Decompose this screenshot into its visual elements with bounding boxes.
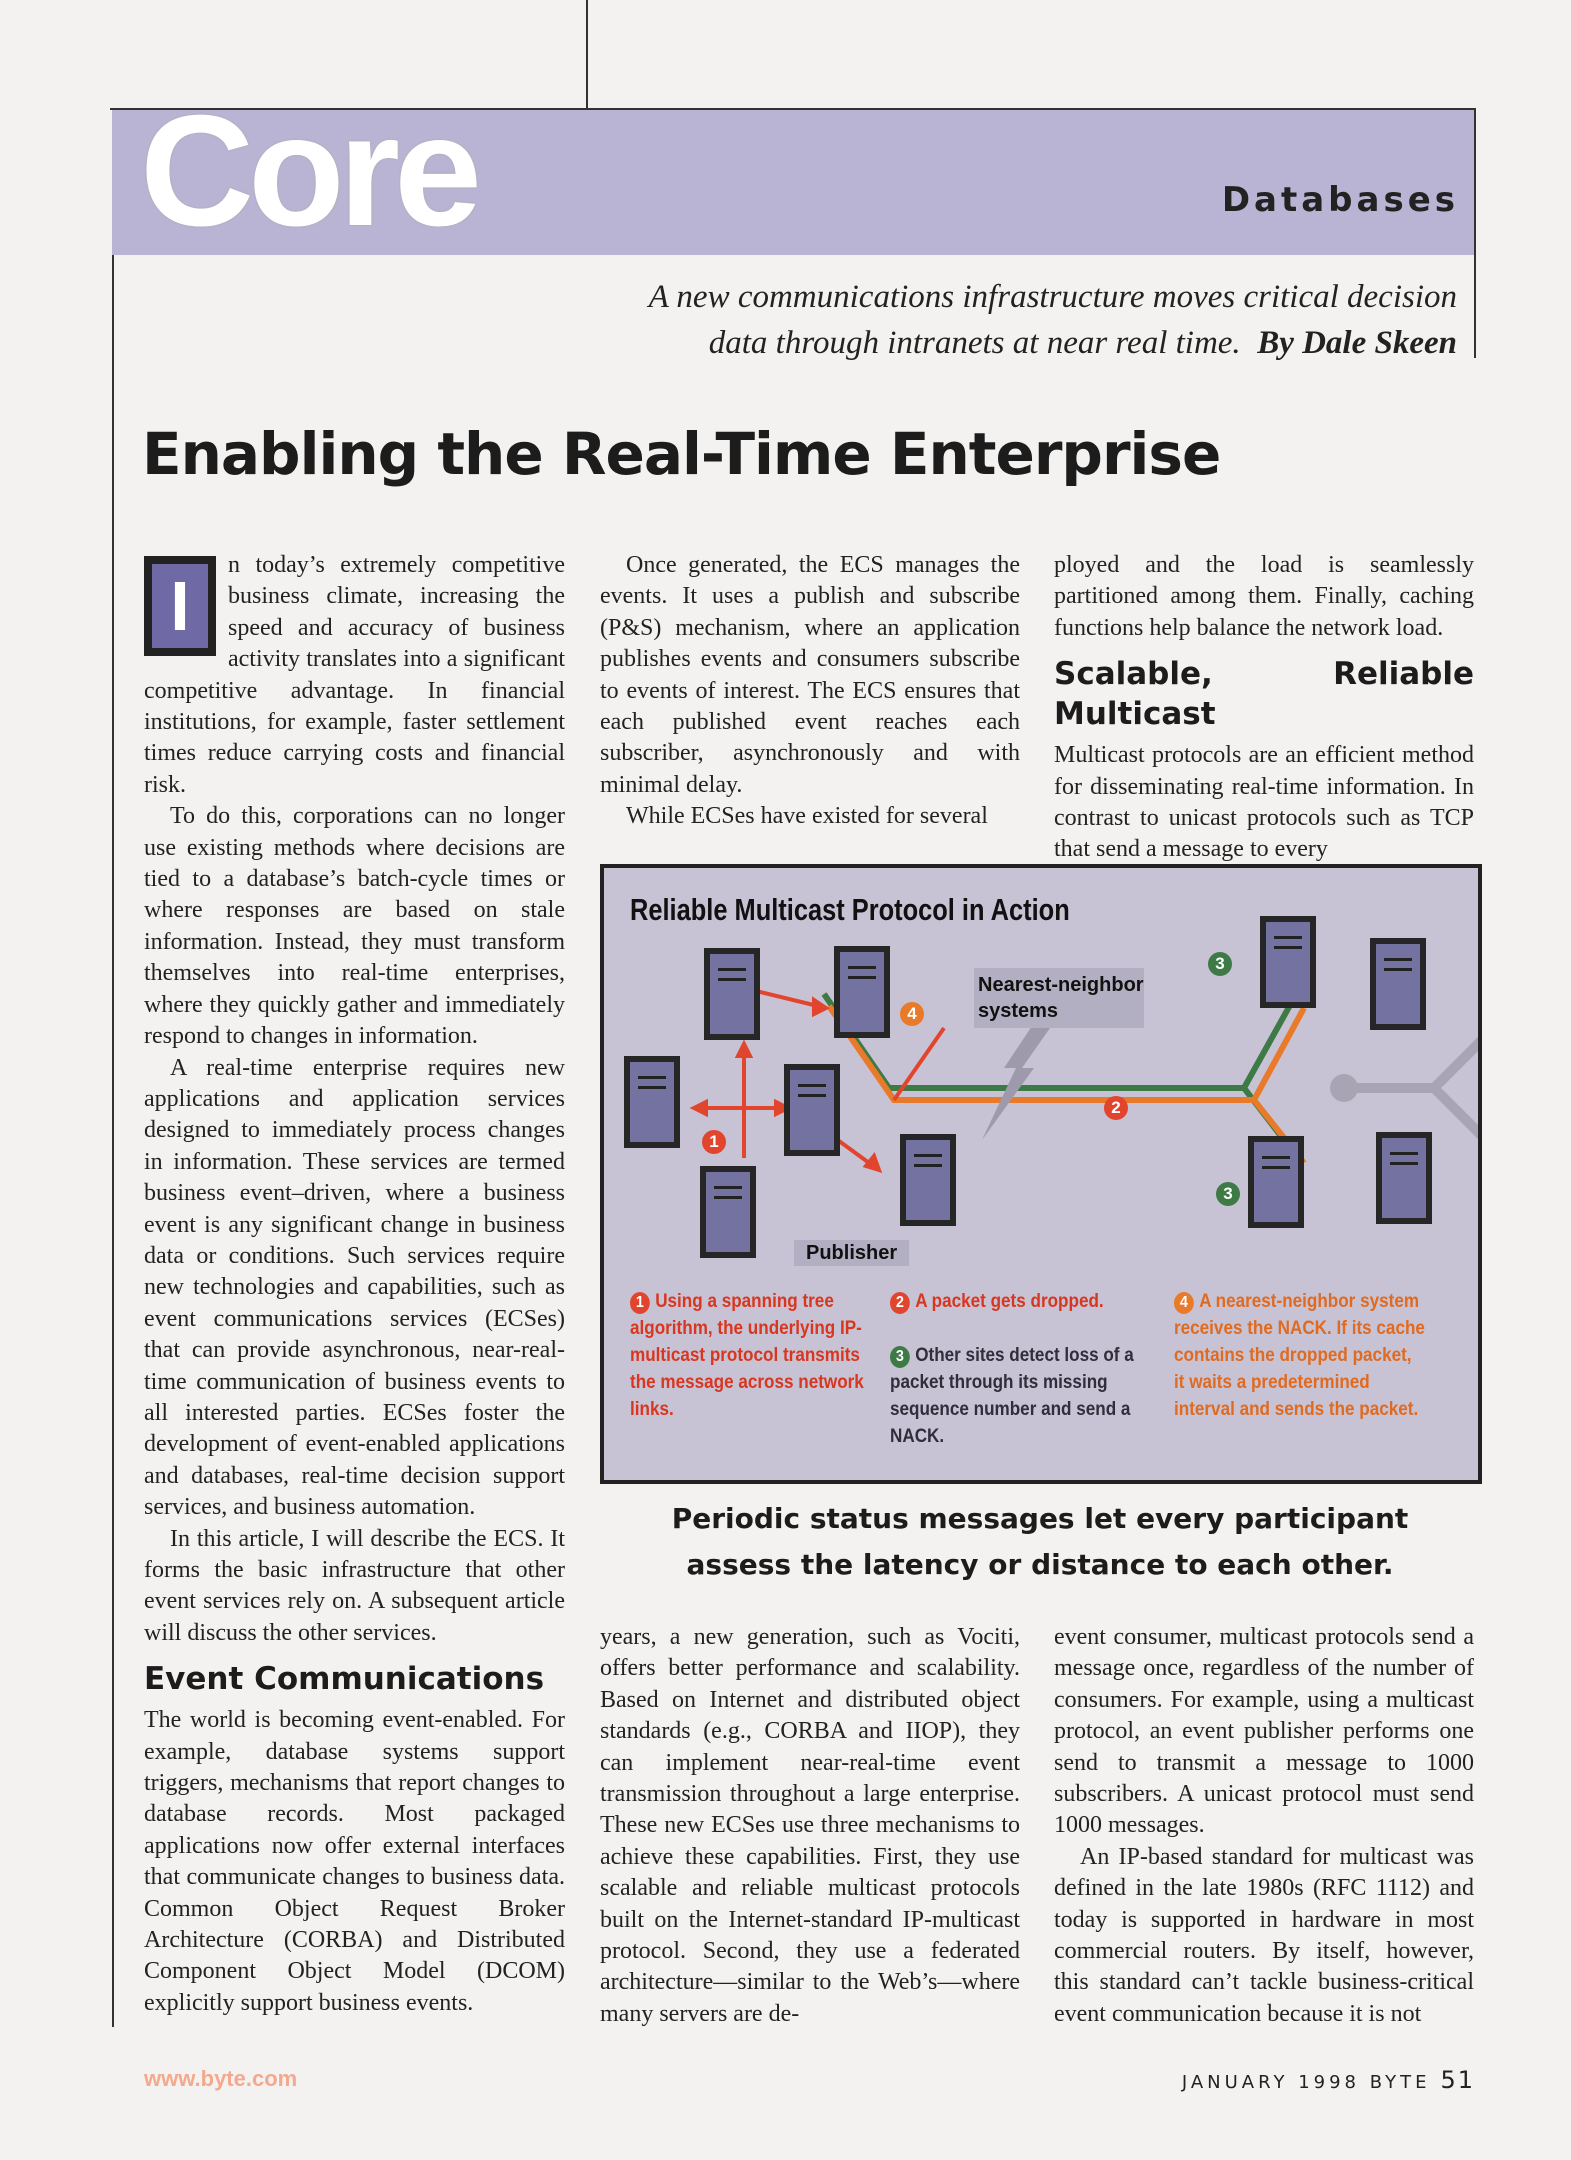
deck-line-2: data through intranets at near real time. By Dale Skeen	[708, 325, 1457, 361]
header-right-rule	[1474, 108, 1476, 358]
pull-quote-line-1: Periodic status messages let every participant	[671, 1502, 1409, 1535]
footer-url[interactable]: www.byte.com	[144, 2066, 298, 2091]
server-icon	[1260, 916, 1316, 1008]
step-badge-1: 1	[702, 1130, 726, 1154]
caption-step-4: 4 A nearest-neighbor system receives the NACK. If its cache contains the dropped packet, it waits a predetermined interval and sends the packet.	[1174, 1291, 1425, 1420]
drop-cap: I	[144, 556, 216, 656]
server-icon	[834, 946, 890, 1038]
deck-line-1: A new communications infrastructure moves critical decision	[648, 279, 1457, 315]
inactive-branch	[1344, 1038, 1478, 1138]
text-column-3-bottom	[1054, 1622, 1474, 2030]
server-icon	[1376, 1132, 1432, 1224]
paragraph: Once generated, the ECS manages the events. It uses a publish and subscribe (P&S) mechanism, where an application publishes events and consumers subscribe to events of interest. The ECS ensures that each published event reaches each subscriber, asynchronously and with minimal delay.	[600, 552, 1020, 798]
text-column-2-bottom	[600, 1622, 1020, 2030]
caption-step-1: 1 Using a spanning tree algorithm, the underlying IP-multicast protocol transmits the message across network links.	[630, 1291, 864, 1420]
paragraph: ployed and the load is seamlessly partitioned among them. Finally, caching functions help balance the network load.	[1054, 552, 1474, 641]
server-icon	[1370, 938, 1426, 1030]
server-icon	[784, 1064, 840, 1156]
page-number: 51	[1440, 2066, 1475, 2094]
paragraph: While ECSes have existed for several	[626, 803, 988, 830]
pull-quote	[640, 1496, 1440, 1588]
paragraph: The world is becoming event-enabled. For example, database systems support triggers, mechanisms that report changes to database records. Most packaged applications now offer external interfaces that communicate changes to business data. Common Object Request Broker Architecture (CORBA) and Distributed Component Object Model (DCOM) explicitly support business events.	[144, 1707, 565, 2016]
publisher-label: Publisher	[794, 1240, 909, 1266]
arrowhead	[814, 1000, 826, 1014]
nearest-neighbor-label: Nearest-neighbor systems	[978, 974, 1144, 1022]
left-margin-rule	[112, 255, 114, 2027]
router-node	[1330, 1074, 1358, 1102]
subhead-event-communications: Event Communications	[144, 1661, 545, 1698]
paragraph: years, a new generation, such as Vociti, offers better performance and scalability. Based on Internet and distributed object standards (e.g., CORBA and IIOP), they can implement near-real-time event transmission throughout a large enterprise. These new ECSes use three mechanisms to achieve these capabilities. First, they use scalable and reliable multicast protocols built on the Internet-standard IP-multicast protocol. Second, they use a federated architecture—similar to the Web’s—where many servers are de-	[600, 1624, 1020, 2027]
article-title: Enabling the Real-Time Enterprise	[142, 420, 1221, 488]
server-icon	[1248, 1136, 1304, 1228]
caption-step-2: 2 A packet gets dropped.	[890, 1288, 1142, 1315]
byline: By Dale Skeen	[1257, 325, 1457, 361]
paragraph: To do this, corporations can no longer use existing methods where decisions are tied to a database’s batch-cycle times or where responses are based on stale information. Instead, they must transform themselves into real-time enterprises, where they quickly gather and immediately respond to changes in information.	[144, 803, 565, 1050]
text-column-1	[144, 550, 565, 2019]
server-icon-publisher	[700, 1166, 756, 1258]
footer-folio: JANUARY 1998 BYTE 51	[1181, 2066, 1475, 2094]
paragraph: In this article, I will describe the ECS. It forms the basic infrastructure that other event services rely on. A subsequent article will discuss the other services.	[144, 1525, 565, 1646]
text-column-3-top	[1054, 550, 1474, 866]
arrowhead	[694, 1102, 706, 1114]
text-column-2-top	[600, 550, 1020, 833]
step-badge-3b: 3	[1216, 1182, 1240, 1206]
pull-quote-line-2: assess the latency or distance to each other.	[686, 1548, 1394, 1581]
arrowhead	[866, 1156, 879, 1170]
article-deck	[560, 274, 1457, 366]
server-icon	[704, 948, 760, 1040]
paragraph: event consumer, multicast protocols send a message once, regardless of the number of consumers. For example, using a multicast protocol, an event publisher performs one send to transmit a message to 1000 subscribers. A unicast protocol must send 1000 messages.	[1054, 1624, 1474, 1839]
caption-step-3: 3 Other sites detect loss of a packet through its missing sequence number and send a NACK.	[890, 1345, 1134, 1447]
paragraph: An IP-based standard for multicast was defined in the late 1980s (RFC 1112) and today is supported in hardware in most commercial routers. By itself, however, this standard can’t tackle business-critical event communication because it is not	[1054, 1843, 1474, 2027]
subhead-scalable-multicast: Scalable, Reliable Multicast	[1054, 656, 1474, 733]
server-icon	[900, 1134, 956, 1226]
step-badge-2: 2	[1104, 1096, 1128, 1120]
top-vertical-rule	[586, 0, 588, 110]
figure-title: Reliable Multicast Protocol in Action	[630, 892, 1070, 927]
paragraph: Multicast protocols are an efficient method for disseminating real-time information. In contrast to unicast protocols such as TCP that send a message to every	[1054, 742, 1474, 863]
section-label: Databases	[1221, 180, 1459, 220]
paragraph: I n today’s extremely competitive business climate, increasing the speed and accuracy of business activity translates into a significant competitive advantage. In financial institutions, for example, faster settlement times reduce carrying costs and financial risk.	[144, 552, 565, 798]
step-badge-3: 3	[1208, 952, 1232, 976]
paragraph: A real-time enterprise requires new applications and application services designed to immediately process changes in information. These services are termed business event–driven, where a business event is any significant change in business data or conditions. Such services require new technologies and capabilities, such as event communications services (ECSes) that can provide asynchronous, near-real-time communication of business events to all interested parties. ECSes foster the development of event-enabled applications and databases, real-time decision support services, and business automation.	[144, 1054, 565, 1521]
server-icon	[624, 1056, 680, 1148]
figure-box	[600, 864, 1482, 1484]
arrowhead	[738, 1044, 750, 1056]
step-badge-4: 4	[900, 1002, 924, 1026]
core-wordmark: Core	[140, 83, 476, 259]
